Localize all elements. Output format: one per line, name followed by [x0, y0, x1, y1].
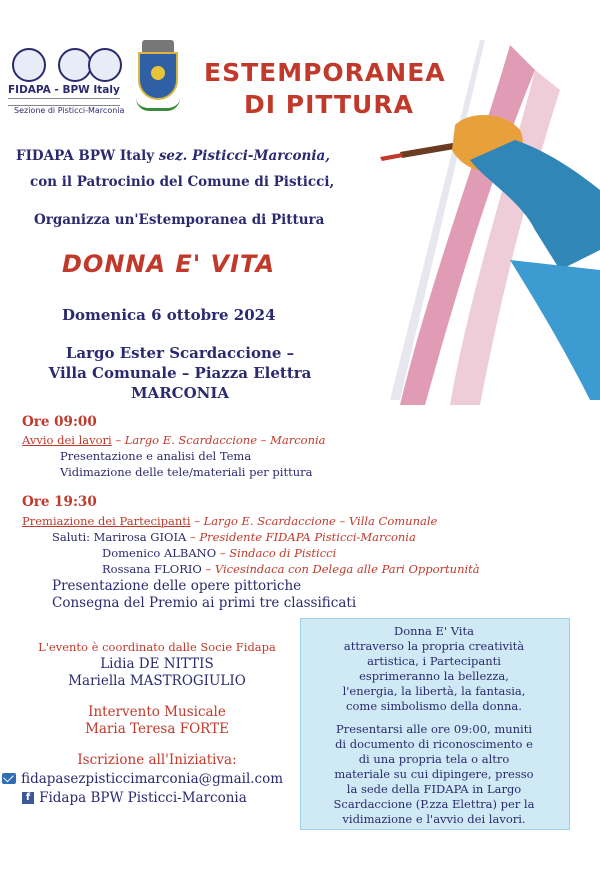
- schedule-time-2: Ore 19:30: [22, 494, 97, 510]
- registration-label: Iscrizione all'Iniziativa:: [77, 752, 237, 768]
- info-line: [300, 714, 568, 722]
- municipal-crest-icon: [134, 40, 182, 122]
- title-line-2: DI PITTURA: [244, 90, 414, 119]
- event-date: Domenica 6 ottobre 2024: [62, 306, 276, 324]
- fidapa-logo: [6, 42, 128, 120]
- location-line-2: Villa Comunale – Piazza Elettra: [48, 364, 312, 382]
- logo-name: FIDAPA - BPW Italy: [8, 84, 120, 96]
- greeting-role: – Presidente FIDAPA Pisticci-Marconia: [189, 530, 416, 544]
- coordinator-name: Mariella MASTROGIULIO: [68, 673, 246, 689]
- facebook-row[interactable]: [22, 787, 247, 806]
- location-line-3: MARCONIA: [130, 384, 230, 402]
- event-name: DONNA E' VITA: [62, 250, 276, 278]
- facebook-link[interactable]: Fidapa BPW Pisticci-Marconia: [39, 790, 247, 806]
- info-line: materiale su cui dipingere, presso: [334, 767, 534, 781]
- schedule-heading-2: Premiazione dei Partecipanti: [22, 514, 191, 528]
- email-row[interactable]: [2, 768, 283, 787]
- info-line: di una propria tela o altro: [358, 752, 510, 766]
- globe-icon: [12, 48, 46, 82]
- globe-icon: [88, 48, 122, 82]
- schedule-item: Presentazione e analisi del Tema: [60, 449, 252, 463]
- schedule-item: Consegna del Premio ai primi tre classificati: [52, 595, 357, 611]
- email-link[interactable]: fidapasezpisticcimarconia@gmail.com: [21, 771, 284, 787]
- schedule-item: Vidimazione delle tele/materiali per pittura: [60, 465, 313, 479]
- mail-icon: [2, 773, 16, 784]
- intro-section: sez. Pisticci-Marconia,: [158, 148, 330, 164]
- schedule-place-2: – Largo E. Scardaccione – Villa Comunale: [194, 514, 438, 528]
- info-line: Donna E' Vita: [394, 624, 474, 638]
- info-line: la sede della FIDAPA in Largo: [346, 782, 522, 796]
- schedule-place-1: – Largo E. Scardaccione – Marconia: [115, 433, 326, 447]
- greeting-name: Domenico ALBANO: [102, 546, 217, 560]
- intro-line-1: [16, 148, 330, 164]
- info-line: di documento di riconoscimento e: [335, 737, 533, 751]
- info-line: attraverso la propria creatività: [343, 639, 525, 653]
- greeting-role: – Vicesindaca con Delega alle Pari Opportunità: [205, 562, 480, 576]
- schedule-heading-1-row: [22, 433, 326, 447]
- greetings-label: Saluti:: [52, 530, 90, 544]
- coordinator-name: Lidia DE NITTIS: [100, 656, 214, 672]
- music-label: Intervento Musicale: [88, 704, 226, 720]
- schedule-heading-1: Avvio dei lavori: [22, 433, 112, 447]
- greeting-role: – Sindaco di Pisticci: [219, 546, 337, 560]
- schedule-heading-2-row: [22, 514, 437, 528]
- greeting-name: Marirosa GIOIA: [93, 530, 187, 544]
- info-line: come simbolismo della donna.: [346, 699, 522, 713]
- info-line: Scardaccione (P.zza Elettra) per la: [333, 797, 535, 811]
- greeting-name: Rossana FLORIO: [102, 562, 202, 576]
- info-line: artistica, i Partecipanti: [367, 654, 501, 668]
- greeting-row: [102, 546, 336, 560]
- music-performer: Maria Teresa FORTE: [85, 721, 229, 737]
- title-line-1: ESTEMPORANEA: [204, 58, 446, 87]
- location-line-1: Largo Ester Scardaccione –: [65, 344, 295, 362]
- painting-hand-illustration: [360, 30, 600, 410]
- info-line: l'energia, la libertà, la fantasia,: [342, 684, 526, 698]
- info-line: Presentarsi alle ore 09:00, muniti: [335, 722, 533, 736]
- coordination-line: L'evento è coordinato dalle Socie Fidapa: [38, 640, 276, 654]
- logo-subtitle: Sezione di Pisticci-Marconia: [14, 106, 125, 115]
- schedule-item: Presentazione delle opere pittoriche: [52, 578, 302, 594]
- logo-fineprint: [8, 98, 120, 106]
- info-line: vidimazione e l'avvio dei lavori.: [342, 812, 526, 826]
- intro-org: FIDAPA BPW Italy: [16, 148, 155, 164]
- greeting-row: [102, 562, 480, 576]
- greeting-row: [52, 530, 416, 544]
- intro-line-2: con il Patrocinio del Comune di Pisticci,: [30, 174, 335, 190]
- intro-line-3: Organizza un'Estemporanea di Pittura: [34, 212, 325, 228]
- globe-icon: [58, 48, 92, 82]
- schedule-time-1: Ore 09:00: [22, 414, 97, 430]
- info-line: esprimeranno la bellezza,: [359, 669, 509, 683]
- info-box-text: [300, 624, 568, 827]
- facebook-icon: f: [22, 792, 34, 804]
